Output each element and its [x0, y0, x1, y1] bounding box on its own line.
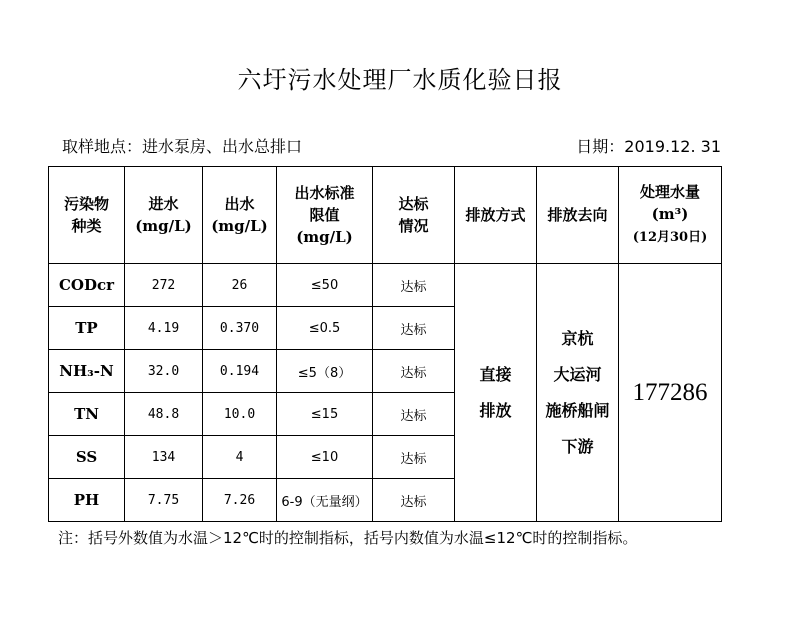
limit-cell: ≤0.5: [277, 307, 373, 350]
influent-cell: 272: [125, 264, 203, 307]
item-cell: NH₃-N: [49, 350, 125, 393]
limit-cell: ≤15: [277, 393, 373, 436]
header-effluent: 出水 (mg/L): [203, 167, 277, 264]
limit-cell: ≤10: [277, 436, 373, 479]
water-quality-table: [48, 166, 722, 522]
influent-cell: 7.75: [125, 479, 203, 522]
header-discharge-dest: 排放去向: [537, 167, 619, 264]
sampling-location: 取样地点：进水泵房、出水总排口: [62, 137, 303, 156]
report-title: 六圩污水处理厂水质化验日报: [237, 66, 563, 94]
header-volume: 处理水量 (m³) (12月30日): [619, 167, 722, 264]
header-row: [49, 167, 722, 264]
influent-cell: 134: [125, 436, 203, 479]
item-cell: PH: [49, 479, 125, 522]
status-cell: 达标: [373, 307, 455, 350]
effluent-cell: 0.370: [203, 307, 277, 350]
discharge-dest-cell: 京杭 大运河 施桥船闸 下游: [537, 264, 619, 522]
header-item: 污染物 种类: [49, 167, 125, 264]
limit-cell: 6-9（无量纲）: [277, 479, 373, 522]
header-limit: 出水标准 限值 (mg/L): [277, 167, 373, 264]
status-cell: 达标: [373, 436, 455, 479]
effluent-cell: 4: [203, 436, 277, 479]
effluent-cell: 7.26: [203, 479, 277, 522]
report-date: 日期：2019.12. 31: [576, 137, 721, 156]
effluent-cell: 26: [203, 264, 277, 307]
limit-cell: ≤50: [277, 264, 373, 307]
status-cell: 达标: [373, 479, 455, 522]
influent-cell: 48.8: [125, 393, 203, 436]
header-influent: 进水 (mg/L): [125, 167, 203, 264]
influent-cell: 4.19: [125, 307, 203, 350]
header-compliance: 达标 情况: [373, 167, 455, 264]
item-cell: TN: [49, 393, 125, 436]
limit-cell: ≤5（8）: [277, 350, 373, 393]
item-cell: TP: [49, 307, 125, 350]
effluent-cell: 0.194: [203, 350, 277, 393]
footnote: 注：括号外数值为水温＞12℃时的控制指标，括号内数值为水温≤12℃时的控制指标。: [58, 529, 638, 547]
header-discharge-mode: 排放方式: [455, 167, 537, 264]
discharge-mode-cell: 直接 排放: [455, 264, 537, 522]
status-cell: 达标: [373, 264, 455, 307]
status-cell: 达标: [373, 393, 455, 436]
table-row: [49, 264, 722, 307]
item-cell: CODcr: [49, 264, 125, 307]
effluent-cell: 10.0: [203, 393, 277, 436]
volume-cell: 177286: [619, 264, 722, 522]
status-cell: 达标: [373, 350, 455, 393]
item-cell: SS: [49, 436, 125, 479]
influent-cell: 32.0: [125, 350, 203, 393]
